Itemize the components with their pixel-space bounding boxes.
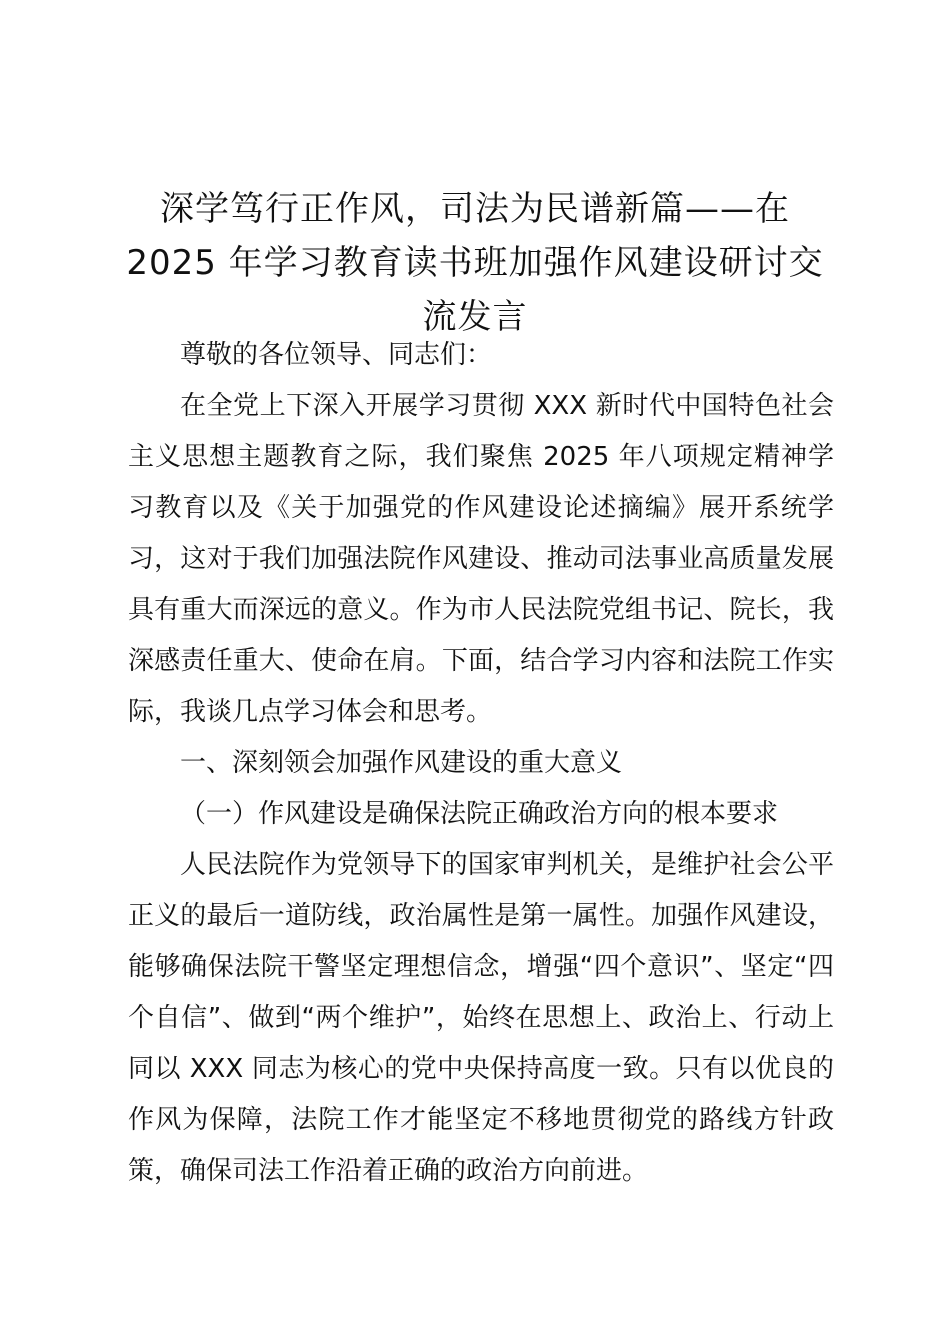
title-line-2: 2025 年学习教育读书班加强作风建设研讨交	[126, 243, 824, 283]
title-line-3: 流发言	[422, 297, 528, 337]
title-line-1: 深学笃行正作风，司法为民谱新篇——在	[160, 189, 790, 229]
body-paragraph: 人民法院作为党领导下的国家审判机关，是维护社会公平正义的最后一道防线，政治属性是第一属性。加强作风建设，能够确保法院干警坚定理想信念，增强“四个意识”、坚定“四个自信”、做到“两个维护”，始终在思想上、政治上、行动上同以 XXX 同志为核心的党中央保持高度一致。只有以优良的作风为保障，法院工作才能坚定不移地贯彻党的路线方针政策，确保司法工作沿着正确的政治方向前进。	[128, 850, 834, 1186]
section-heading: 一、深刻领会加强作风建设的重大意义	[180, 748, 623, 778]
document-title	[110, 182, 840, 344]
salutation: 尊敬的各位领导、同志们：	[180, 340, 493, 370]
intro-paragraph: 在全党上下深入开展学习贯彻 XXX 新时代中国特色社会主义思想主题教育之际，我们聚焦 2025 年八项规定精神学习教育以及《关于加强党的作风建设论述摘编》展开系统学习，这对于我们加强法院作风建设、推动司法事业高质量发展具有重大而深远的意义。作为市人民法院党组书记、院长，我深感责任重大、使命在肩。下面，结合学习内容和法院工作实际，我谈几点学习体会和思考。	[128, 391, 834, 727]
document-body	[128, 330, 834, 1197]
subsection-heading: （一）作风建设是确保法院正确政治方向的根本要求	[180, 799, 779, 829]
